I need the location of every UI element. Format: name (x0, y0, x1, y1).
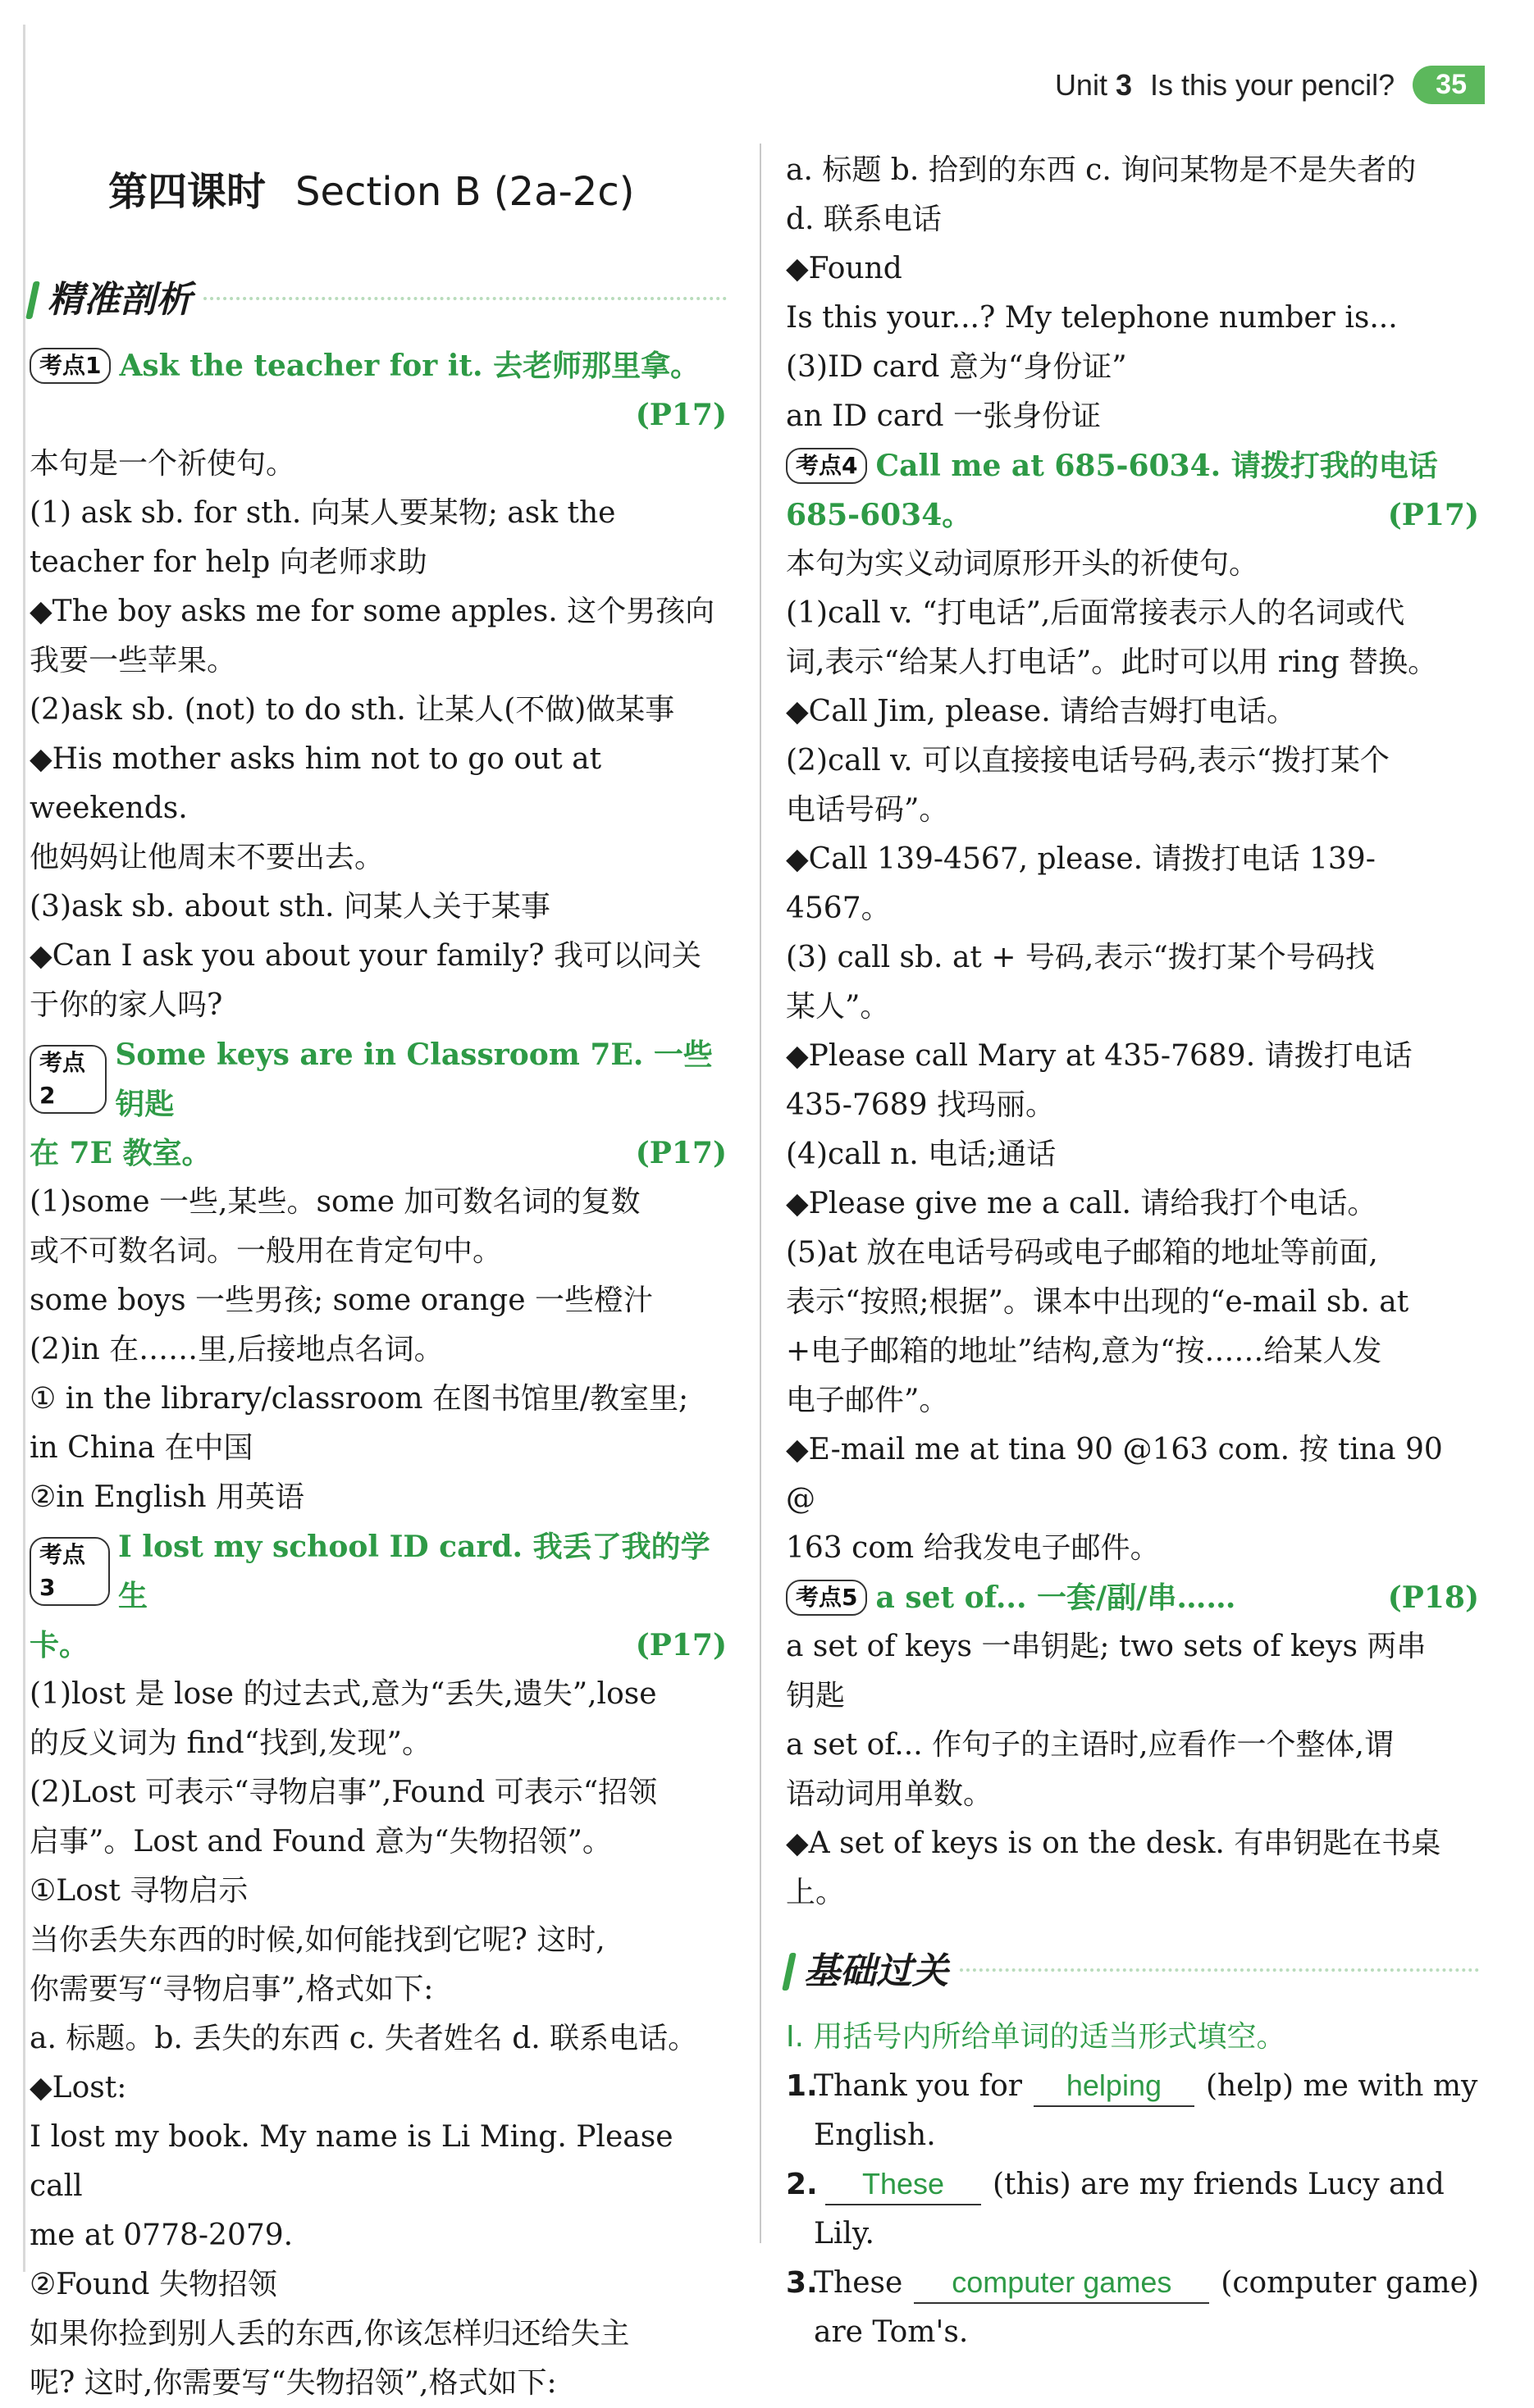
page-edge (23, 25, 25, 2272)
item-text-after: (this) are my friends Lucy and (993, 2168, 1445, 2201)
exercise-item (786, 2062, 1479, 2160)
example-line: ◆E-mail me at tina 90 @163 com. 按 tina 90 @ (786, 1433, 1453, 1516)
example-line: ◆Lost: (30, 2071, 127, 2105)
key-point-title-cont: 卡。 (30, 1628, 89, 1662)
text-line: 启事”。Lost and Found 意为“失物招领”。 (30, 1825, 612, 1858)
text-line: 表示“按照;根据”。课本中出现的“e-mail sb. at (786, 1285, 1409, 1319)
text-line: 的反义词为 find“找到,发现”。 (30, 1726, 431, 1760)
key-point-title-cont: 685-6034。 (786, 498, 972, 532)
answer-blank[interactable]: helping (1034, 2066, 1194, 2107)
page-ref: (P17) (635, 398, 727, 432)
text-line: (5)at 放在电话号码或电子邮箱的地址等前面, (786, 1236, 1378, 1270)
text-line: (1)call v. “打电话”,后面常接表示人的名词或代 (786, 596, 1405, 630)
text-line: 电子邮件”。 (786, 1384, 949, 1417)
item-text-after: (help) me with my (1205, 2069, 1478, 2103)
item-text-cont: Lily. (814, 2217, 874, 2251)
key-point-title-cont: 在 7E 教室。 (30, 1136, 212, 1170)
text-line: 或不可数名词。一般用在肯定句中。 (30, 1234, 503, 1268)
key-point-badge: 考点3 (30, 1537, 110, 1606)
page-ref: (P17) (1387, 498, 1479, 532)
example-line: ◆Can I ask you about your family? 我可以问关 (30, 939, 701, 973)
key-point-title: I lost my school ID card. 我丢了我的学生 (117, 1530, 710, 1613)
dotted-rule (960, 1968, 1479, 1980)
item-text-before: These (814, 2266, 903, 2300)
example-line: ◆A set of keys is on the desk. 有串钥匙在书桌上。 (786, 1827, 1441, 1909)
key-point-5 (786, 1573, 1479, 1918)
key-point-badge: 考点2 (30, 1045, 107, 1114)
right-column (786, 146, 1479, 2357)
text-line: teacher for help 向老师求助 (30, 545, 427, 579)
text-line: in China 在中国 (30, 1431, 253, 1465)
running-header (1055, 66, 1485, 104)
section-mark-icon (782, 1953, 797, 1991)
page-ref: (P18) (1387, 1580, 1479, 1615)
text-line: d. 联系电话 (786, 203, 942, 236)
example-line: ◆Please call Mary at 435-7689. 请拨打电话 (786, 1039, 1413, 1073)
item-text-after: (computer game) (1221, 2266, 1479, 2300)
section-mark-icon (25, 281, 40, 319)
text-line: 本句是一个祈使句。 (30, 447, 296, 481)
example-line: ◆His mother asks him not to go out at weekends. (30, 742, 611, 825)
text-line: (3) call sb. at + 号码,表示“拨打某个号码找 (786, 941, 1375, 974)
key-point-4 (786, 441, 1479, 1573)
text-line: 词,表示“给某人打电话”。此时可以用 ring 替换。 (786, 645, 1438, 679)
item-text-cont: are Tom's. (814, 2315, 969, 2349)
left-column (30, 146, 727, 2408)
text-line: +电子邮箱的地址”结构,意为“按……给某人发 (786, 1334, 1382, 1368)
key-point-title: a set of... 一套/副/串…… (875, 1580, 1236, 1615)
unit-label: Unit 3 (1054, 67, 1133, 102)
unit-title: Is this your pencil? (1150, 67, 1395, 102)
text-line: 语动词用单数。 (786, 1777, 993, 1811)
text-line: (2)in 在……里,后接地点名词。 (30, 1333, 444, 1366)
exercise-heading: Ⅰ. 用括号内所给单词的适当形式填空。 (786, 2020, 1286, 2054)
example-line: ◆Found (786, 252, 902, 285)
key-point-1 (30, 341, 727, 1030)
text-line: Is this your...? My telephone number is... (786, 301, 1398, 335)
item-number: 2. (786, 2168, 818, 2201)
text-line: 我要一些苹果。 (30, 644, 237, 677)
example-line: ◆The boy asks me for some apples. 这个男孩向 (30, 595, 715, 628)
item-number: 3. (786, 2266, 818, 2300)
text-line: ②in English 用英语 (30, 1480, 305, 1514)
item-number: 1. (786, 2069, 818, 2103)
text-line: (1) ask sb. for sth. 向某人要某物; ask the (30, 496, 616, 530)
section-basics: 基础过关 (786, 1937, 1479, 2006)
answer-blank[interactable]: computer games (914, 2263, 1209, 2304)
text-line: (2)call v. 可以直接接电话号码,表示“拨打某个 (786, 744, 1390, 778)
key-point-badge: 考点4 (786, 448, 867, 484)
dotted-rule (203, 297, 727, 308)
item-text-cont: English. (814, 2118, 936, 2152)
key-point-badge: 考点1 (30, 348, 111, 384)
example-line: ◆Please give me a call. 请给我打个电话。 (786, 1187, 1377, 1220)
text-line: a. 标题 b. 拾到的东西 c. 询问某物是不是失者的 (786, 153, 1417, 187)
page-number: 35 (1413, 66, 1485, 104)
answer-blank[interactable]: These (825, 2164, 981, 2205)
example-line: ◆Call 139-4567, please. 请拨打电话 139-4567。 (786, 842, 1376, 925)
text-line: 本句为实义动词原形开头的祈使句。 (786, 547, 1259, 581)
text-line: (2)ask sb. (not) to do sth. 让某人(不做)做某事 (30, 693, 675, 727)
text-line: me at 0778-2079. (30, 2219, 294, 2252)
column-divider (760, 144, 761, 2243)
text-line: a set of keys 一串钥匙; two sets of keys 两串 (786, 1630, 1427, 1663)
item-text-before: Thank you for (814, 2069, 1022, 2103)
text-line: an ID card 一张身份证 (786, 399, 1101, 433)
text-line: a set of... 作句子的主语时,应看作一个整体,谓 (786, 1728, 1394, 1762)
text-line: 他妈妈让他周末不要出去。 (30, 841, 385, 874)
text-line: 电话号码”。 (786, 793, 949, 827)
text-line: some boys 一些男孩; some orange 一些橙汁 (30, 1284, 653, 1317)
text-line: 于你的家人吗? (30, 988, 223, 1022)
text-line: 如果你捡到别人丢的东西,你该怎样归还给失主 (30, 2317, 630, 2351)
key-point-title: Call me at 685-6034. 请拨打我的电话 (875, 449, 1438, 483)
text-line: (3)ID card 意为“身份证” (786, 350, 1127, 384)
section-analysis: 精准剖析 (30, 266, 727, 335)
text-line: (4)call n. 电话;通话 (786, 1138, 1057, 1171)
exercise-item (786, 2259, 1479, 2357)
text-line: (1)some 一些,某些。some 加可数名词的复数 (30, 1185, 641, 1219)
text-line: 163 com 给我发电子邮件。 (786, 1531, 1160, 1565)
key-point-title: Some keys are in Classroom 7E. 一些钥匙 (115, 1038, 713, 1121)
lesson-title: 第四课时 Section B (2a-2c) (108, 169, 635, 215)
text-line: ②Found 失物招领 (30, 2268, 277, 2301)
text-line: a. 标题。b. 丢失的东西 c. 失者姓名 d. 联系电话。 (30, 2022, 698, 2055)
text-line: (1)lost 是 lose 的过去式,意为“丢失,遗失”,lose (30, 1677, 657, 1711)
page-ref: (P17) (635, 1628, 727, 1662)
key-point-2 (30, 1030, 727, 1522)
key-point-3 (30, 1522, 727, 2408)
page-ref: (P17) (635, 1136, 727, 1170)
text-line: 钥匙 (786, 1679, 846, 1713)
text-line: ① in the library/classroom 在图书馆里/教室里; (30, 1382, 689, 1416)
text-line: (3)ask sb. about sth. 问某人关于某事 (30, 890, 550, 924)
text-line: 当你丢失东西的时候,如何能找到它呢? 这时, (30, 1923, 605, 1957)
example-line: ◆Call Jim, please. 请给吉姆打电话。 (786, 695, 1297, 728)
text-line: 你需要写“寻物启事”,格式如下: (30, 1972, 434, 2006)
text-line: I lost my book. My name is Li Ming. Please call (30, 2120, 683, 2203)
text-line: (2)Lost 可表示“寻物启事”,Found 可表示“招领 (30, 1776, 658, 1809)
text-line: ①Lost 寻物启示 (30, 1874, 249, 1908)
text-line: 435-7689 找玛丽。 (786, 1088, 1055, 1122)
exercise-item (786, 2160, 1479, 2259)
key-point-badge: 考点5 (786, 1580, 867, 1616)
key-point-title: Ask the teacher for it. 去老师那里拿。 (119, 349, 701, 383)
text-line: 某人”。 (786, 990, 890, 1024)
text-line: 呢? 这时,你需要写“失物招领”,格式如下: (30, 2366, 557, 2400)
